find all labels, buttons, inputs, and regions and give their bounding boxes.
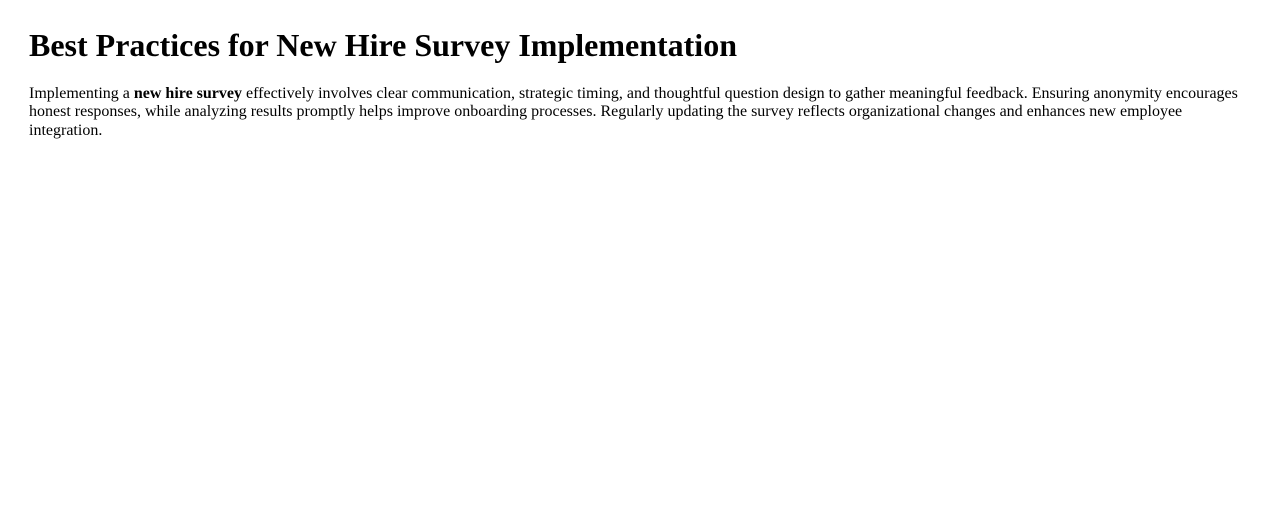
paragraph-text-before-bold: Implementing a bbox=[29, 84, 134, 102]
paragraph-bold-phrase: new hire survey bbox=[133, 84, 242, 102]
intro-paragraph bbox=[29, 85, 1249, 140]
page-title: Best Practices for New Hire Survey Implementation bbox=[29, 27, 737, 63]
document-page bbox=[0, 27, 1278, 140]
paragraph-text-after-bold: effectively involves clear communication, strategic timing, and thoughtful question design to gather meaningful feedback. Ensuring anonymity encourages honest responses, while analyzing results promptly helps improve onboarding processes. Regularly updating the survey reflects organizational changes and enhances new employee integration. bbox=[29, 84, 1238, 139]
